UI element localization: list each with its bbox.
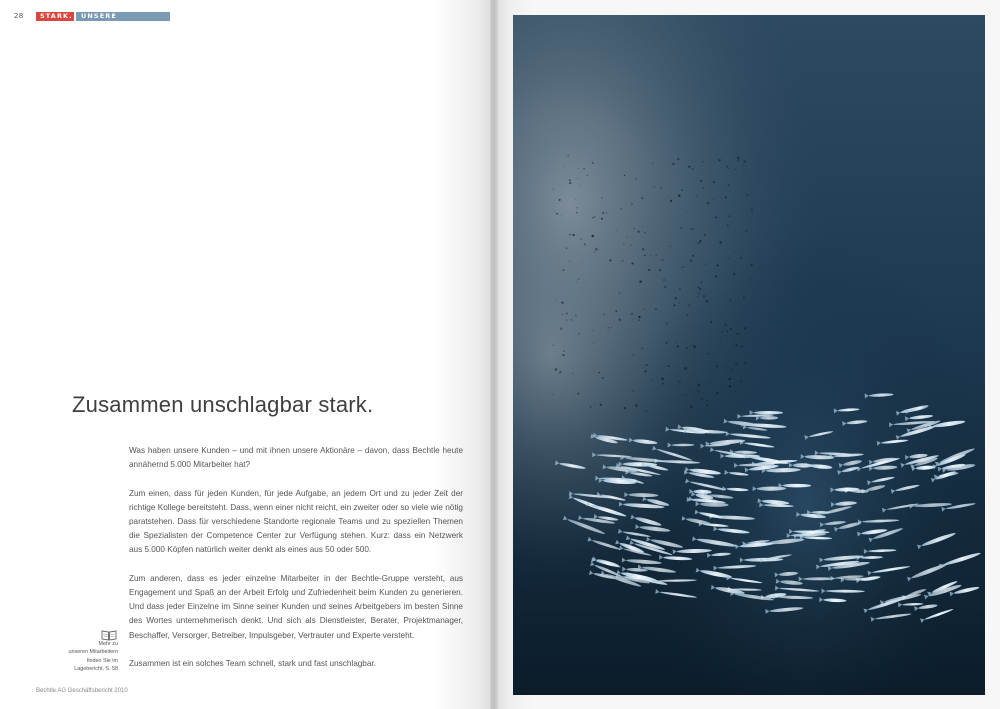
water-particle [688,304,691,307]
water-particle [732,368,733,369]
water-particle [656,254,658,256]
sidenote [62,640,118,674]
water-particle [559,371,561,373]
water-particle [578,279,580,281]
water-particle [644,370,647,373]
water-particle [673,400,674,401]
water-particle [668,365,670,367]
water-particle [645,410,647,412]
water-particle [572,234,574,236]
water-particle [670,200,672,202]
water-particle [705,263,706,264]
water-particle [700,180,702,182]
water-particle [691,388,692,389]
water-particle [698,293,699,294]
water-particle [704,234,706,236]
water-particle [616,230,617,231]
water-particle [615,310,617,312]
water-particle [746,194,748,196]
water-particle [679,288,681,290]
water-particle [737,157,740,160]
water-particle [644,255,646,257]
water-particle [630,245,632,247]
water-particle [672,318,673,319]
water-particle [729,385,731,387]
water-particle [600,404,602,406]
water-particle [677,325,678,326]
water-particle [666,342,668,344]
water-particle [622,260,624,262]
water-particle [743,164,744,165]
water-particle [685,394,687,396]
water-particle [601,218,603,220]
body-text [129,444,463,685]
page-headline: Zusammen unschlagbar stark. [72,392,374,417]
water-particle [659,269,661,271]
water-particle [638,316,640,318]
water-particle [580,238,582,240]
water-particle [715,275,717,277]
water-particle [716,392,718,394]
water-particle [680,394,681,395]
body-paragraph: Zum anderen, dass es jeder einzelne Mitarbeiter in der Bechtle-Gruppe versteht, aus Engagement und Spaß an der Arbeit Erfolg und Zufriedenheit beim Kunden zu generieren. Und dass jeder Einzelne im Sinne seiner Kunden und seines Arbeitgebers im besten Sinne des Wortes unternehmerisch denkt. Und sich als Dienstleister, Berater, Projektmanager, Beschaffer, Versorger, Betreiber, Impulsgeber, Vertrauter und Experte versteht. [129,573,463,640]
water-particle [699,240,701,242]
water-particle [641,197,643,199]
water-particle [705,300,706,301]
fish-school-photo [513,15,985,695]
water-particle [718,159,720,161]
water-particle [562,354,564,356]
sidenote-line: unseren Mitarbeitern [68,649,118,656]
water-particle [678,302,680,304]
water-particle [572,373,573,374]
water-particle [677,158,679,160]
water-particle [575,314,577,316]
water-particle [743,296,745,298]
water-particle [737,333,739,335]
sidenote-line: finden Sie im [86,657,118,664]
water-particle [639,280,642,283]
water-particle [714,408,715,409]
water-particle [662,382,664,384]
water-particle [566,319,568,321]
water-particle [620,208,622,210]
water-particle [642,226,643,227]
water-particle [730,328,732,330]
water-particle [563,269,565,271]
water-particle [578,168,579,169]
water-particle [637,230,639,232]
water-particle [723,294,724,295]
water-particle [681,189,683,191]
water-particle [707,202,709,204]
water-particle [686,212,687,213]
water-particle [560,327,563,330]
water-particle [624,407,626,409]
water-particle [673,304,675,306]
water-particle [689,379,690,380]
water-particle [680,227,683,230]
page-number: 28 [14,12,24,20]
water-particle [703,295,705,297]
body-paragraph: Zum einen, dass für jeden Kunden, für jede Aufgabe, an jedem Ort und zu jeder Zeit der richtige Kollege bereitsteht. Dass, wenn einer nicht reicht, ein zweiter oder so viele wie nötig paratstehen. Dass für verschiedene Standorte regionale Teams und zu speziellen Themen die Spezialisten der Competence Center zur Verfügung stehen. Kurz: dass ein Netzwerk aus 5.000 Köpfen natürlich weiter denkt als eines aus 50 oder 500. [129,488,463,555]
water-particle [562,314,563,315]
water-particle [584,243,586,245]
water-particle [576,212,577,213]
water-particle [751,211,753,213]
water-particle [703,188,704,189]
water-particle [728,168,729,169]
water-particle [579,185,581,187]
water-particle [661,378,663,380]
water-particle [577,178,578,179]
water-particle [631,205,632,206]
water-particle [697,390,699,392]
water-particle [713,181,715,183]
water-particle [556,213,558,215]
water-particle [608,327,609,328]
water-particle [699,288,701,290]
water-particle [684,266,685,267]
water-particle [650,379,652,381]
water-particle [577,207,579,209]
water-particle [669,402,670,403]
water-particle [743,173,744,174]
water-particle [719,338,721,340]
water-particle [706,300,708,302]
water-particle [571,319,573,321]
water-particle [663,279,666,282]
water-particle [690,260,692,262]
water-particle [651,186,652,187]
water-particle [624,175,625,176]
water-particle [633,318,634,319]
water-particle [641,348,643,350]
water-particle [726,330,728,332]
water-particle [602,212,604,214]
water-particle [651,255,652,256]
water-particle [577,393,579,395]
water-particle [697,388,698,389]
body-paragraph: Was haben unsere Kunden – und mit ihnen unsere Aktionäre – davon, dass Bechtle heute annähernd 5.000 Mitarbeiter hat? [129,446,463,470]
page-footer: Bechtle AG Geschäftsbericht 2010 [36,688,128,694]
water-particle [719,241,722,244]
water-particle [567,154,569,156]
water-particle [606,212,607,213]
water-particle [566,312,568,314]
section-tag: STARK. [36,12,74,21]
water-particle [578,333,580,335]
water-particle [742,336,743,337]
water-particle [642,248,644,250]
water-particle [593,330,594,331]
water-particle [665,322,667,324]
water-particle [698,384,700,386]
water-particle [744,169,745,170]
water-particle [721,316,722,317]
water-particle [564,166,565,167]
water-particle [555,368,557,370]
water-particle [554,211,555,212]
water-particle [632,390,634,392]
water-particle [724,323,727,326]
water-particle [633,228,634,229]
water-particle [751,207,753,209]
water-particle [726,366,727,367]
water-particle [697,242,699,244]
sidenote-line: Lagebericht, S. 58 [74,666,118,673]
water-particle [706,404,708,406]
water-particle [635,404,637,406]
water-particle [688,166,690,168]
water-particle [559,199,561,201]
water-particle [729,215,730,216]
water-particle [705,226,706,227]
water-particle [727,224,729,226]
water-particle [633,354,634,355]
water-particle [721,331,723,333]
water-particle [590,292,591,293]
water-particle [741,346,743,348]
water-particle [558,373,559,374]
water-particle [691,314,692,315]
water-particle [745,362,747,364]
water-particle [561,302,563,304]
water-particle [655,308,657,310]
sidenote-line: Mehr zu [98,641,118,647]
water-particle [591,235,594,238]
water-particle [675,297,677,299]
water-particle [566,247,568,249]
water-particle [556,300,557,301]
water-particle [631,203,633,205]
water-particle [730,300,731,301]
water-particle [690,405,692,407]
water-particle [716,264,718,266]
water-particle [576,282,577,283]
water-particle [670,246,671,247]
open-book-icon [101,626,117,638]
water-particle [609,259,611,261]
water-particle [745,229,748,232]
water-particle [561,215,562,216]
water-particle [678,381,680,383]
water-particle [569,182,571,184]
water-particle [568,260,569,261]
water-particle [593,163,594,164]
water-particle [697,286,699,288]
water-particle [646,364,648,366]
water-particle [631,262,633,264]
water-particle [751,264,753,266]
water-particle [639,319,641,321]
water-particle [685,181,686,182]
water-particle [698,383,699,384]
water-particle [654,186,655,187]
water-particle [569,179,571,181]
water-particle [714,216,716,218]
water-particle [607,330,609,332]
water-particle [619,319,621,321]
water-particle [703,161,704,162]
water-particle [740,380,743,383]
water-particle [740,334,741,335]
water-particle [660,187,662,189]
page-gutter [490,0,498,709]
water-particle [737,364,738,365]
water-particle [749,278,750,279]
water-particle [593,216,595,218]
water-particle [735,344,737,346]
water-particle [700,281,702,283]
water-particle [583,168,585,170]
water-particle [716,365,718,367]
water-particle [602,377,604,379]
water-particle [626,236,628,238]
water-particle [664,286,666,288]
water-particle [590,406,592,408]
water-particle [619,292,621,294]
water-particle [688,207,689,208]
water-particle [728,184,729,185]
water-particle [710,321,712,323]
water-particle [677,345,679,347]
water-particle [734,252,735,253]
water-particle [553,189,555,191]
water-particle [552,394,553,395]
water-particle [733,273,735,275]
water-particle [552,345,554,347]
water-particle [725,196,727,198]
water-particle [661,367,663,369]
water-particle [595,403,596,404]
water-particle [586,175,587,176]
water-particle [593,342,594,343]
water-particle [687,314,689,316]
water-particle [595,248,597,250]
water-particle [635,236,636,237]
water-particle [569,234,571,236]
water-particle [570,262,571,263]
water-particle [701,398,703,400]
water-particle [692,168,694,170]
water-particle [575,199,576,200]
water-particle [676,342,677,343]
water-particle [667,196,668,197]
water-particle [729,258,730,259]
water-particle [711,383,712,384]
water-particle [631,313,633,315]
water-particle [693,345,695,347]
water-particle [735,362,737,364]
water-particle [697,296,698,297]
water-particle [681,266,683,268]
water-particle [744,327,746,329]
water-particle [728,378,731,381]
water-particle [708,353,710,355]
water-particle [635,178,636,179]
left-page [0,0,493,709]
water-particle [737,159,739,161]
water-particle [598,372,600,374]
water-particle [661,259,663,261]
water-particle [726,166,728,168]
water-particle [684,367,686,369]
section-header [36,12,170,29]
water-particle [686,347,688,349]
water-particle [648,269,650,271]
water-particle [672,163,674,165]
water-particle [611,327,612,328]
water-particle [563,350,564,351]
water-particle [693,355,694,356]
water-particle [690,228,692,230]
water-particle [692,228,694,230]
water-particle [706,400,708,402]
water-particle [644,309,645,310]
water-particle [623,244,624,245]
water-particle [594,251,595,252]
body-paragraph: Zusammen ist ein solches Team schnell, stark und fast unschlagbar. [129,659,376,668]
water-particle [644,232,645,233]
water-particle [601,197,602,198]
water-particle [603,314,604,315]
water-particle [652,163,653,164]
water-particle [696,195,697,196]
subsection-tag: UNSERE MITARBEITER [76,12,170,21]
water-particle [734,169,735,170]
water-particle [678,195,680,197]
water-particle [692,255,694,257]
water-particle [744,161,746,163]
water-particle [740,257,742,259]
water-particle [592,217,594,219]
water-particle [735,390,736,391]
water-particle [713,199,714,200]
